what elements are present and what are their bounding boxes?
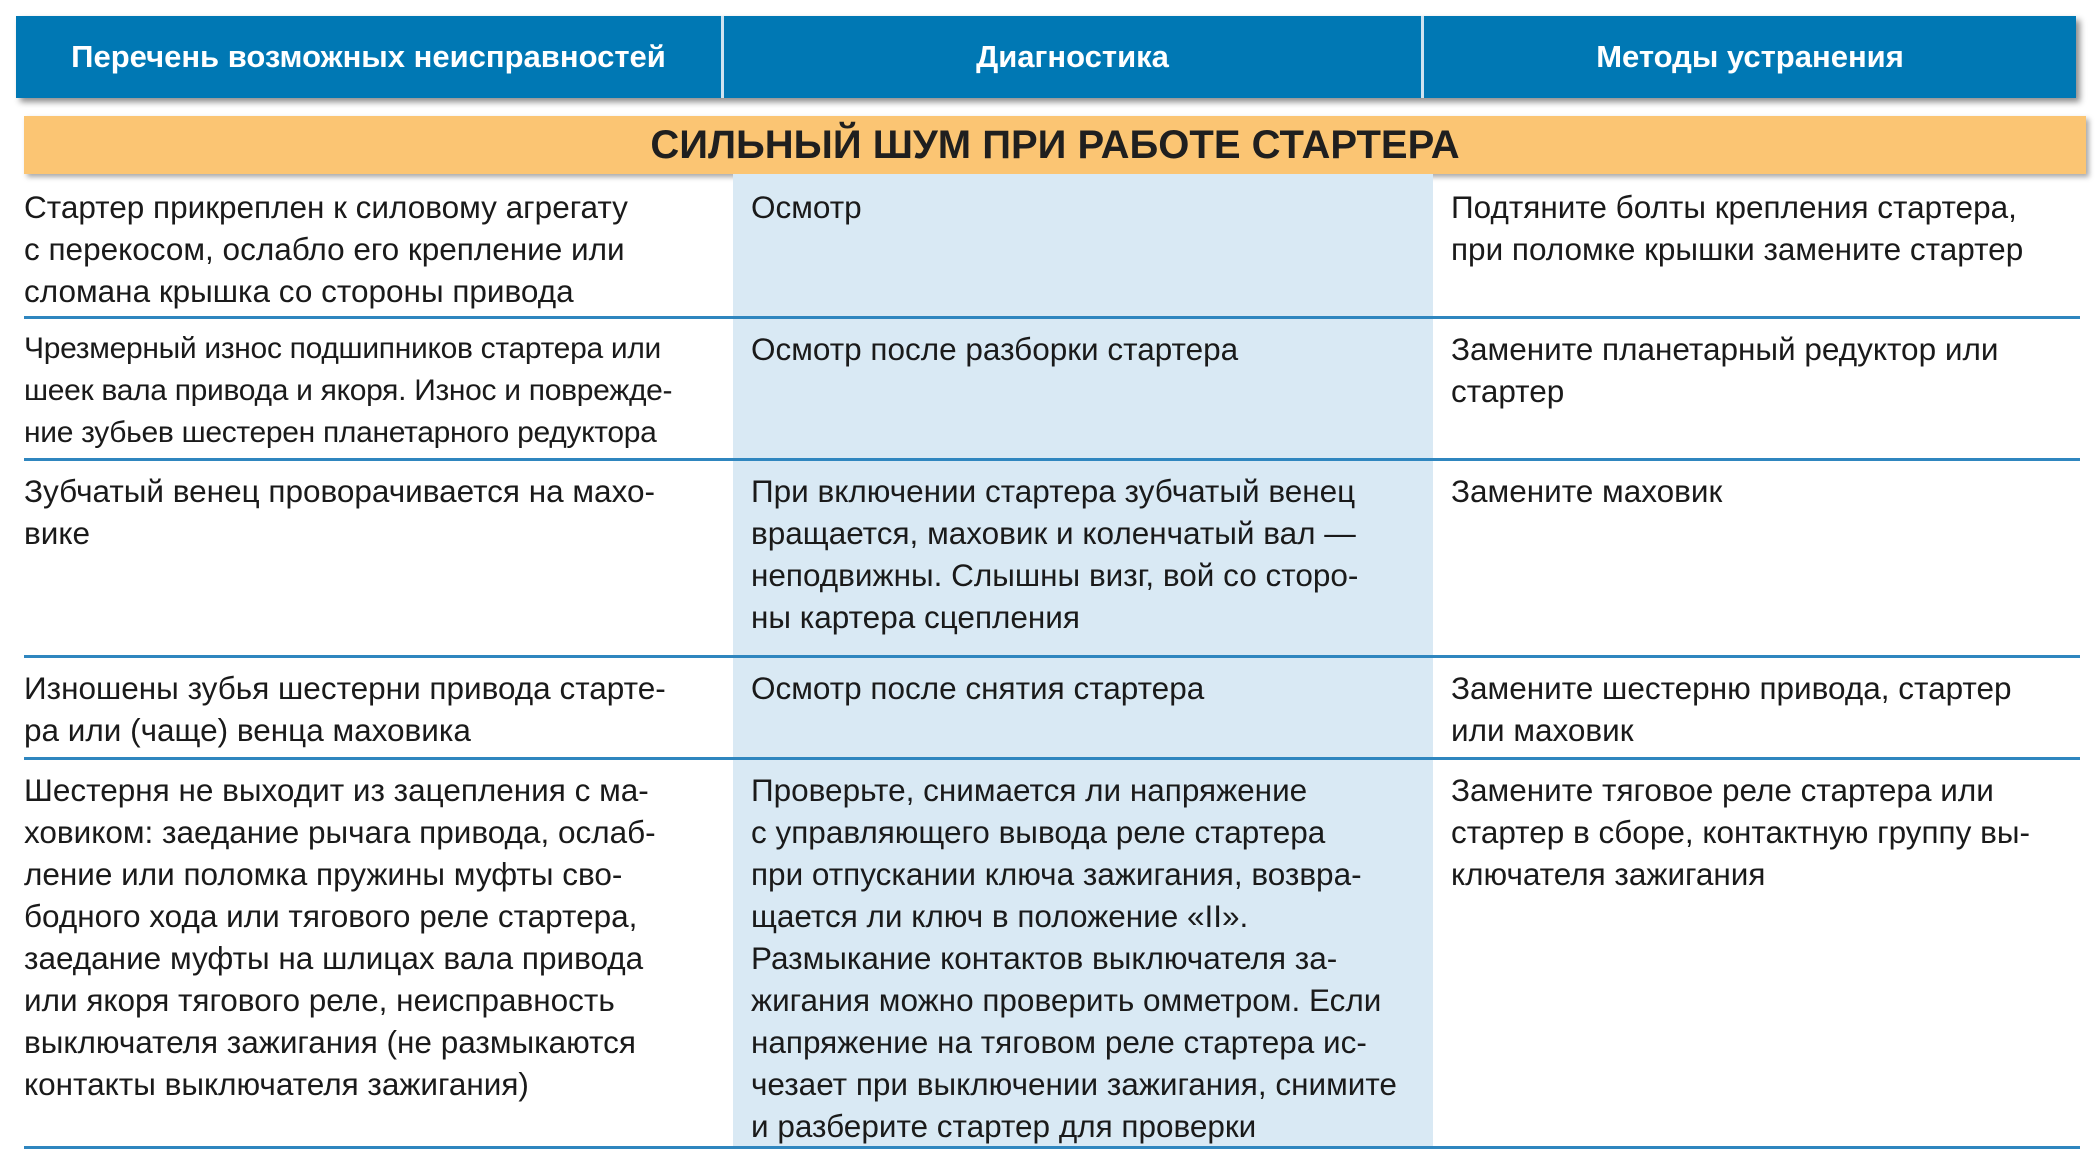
- row-3-fault: Зубчатый венец проворачивается на махо- вике: [24, 473, 655, 551]
- row-5-fault: Шестерня не выходит из зацепления с ма- ховиком: заедание рычага привода, ослаб- ление или поломка пружины муфты сво- бодного хода или тягового реле стартера, заедание муфты на шлицах вала привода или якоря тягового реле, неисправность выключателя зажигания (не размыкаются контакты выключателя зажигания): [24, 772, 656, 1102]
- row-1-diagnosis: Осмотр: [751, 189, 862, 225]
- row-3-diagnosis: При включении стартера зубчатый венец вращается, маховик и коленчатый вал — неподвижны. Слышны визг, вой со сторо- ны картера сцепления: [751, 473, 1359, 635]
- row-2-remedy: Замените планетарный редуктор или стартер: [1451, 331, 1999, 409]
- row-divider: [24, 1146, 2080, 1149]
- row-divider: [24, 757, 2080, 760]
- row-2-fault: Чрезмерный износ подшипников стартера или шеек вала привода и якоря. Износ и поврежде- ние зубьев шестерен планетарного редуктора: [24, 332, 673, 449]
- row-4-remedy: Замените шестерню привода, стартер или маховик: [1451, 670, 2012, 748]
- row-divider: [24, 316, 2080, 319]
- header-diagnosis: Диагностика: [724, 16, 1424, 98]
- row-1-remedy: Подтяните болты крепления стартера, при поломке крышки замените стартер: [1451, 189, 2024, 267]
- row-2-diagnosis: Осмотр после разборки стартера: [751, 331, 1239, 367]
- header-remedies: Методы устранения: [1596, 39, 1904, 74]
- row-5-remedy: Замените тяговое реле стартера или стартер в сборе, контактную группу вы- ключателя зажигания: [1451, 772, 2030, 892]
- row-5-diagnosis: Проверьте, снимается ли напряжение с управляющего вывода реле стартера при отпускании ключа зажигания, возвра- щается ли ключ в положение «II». Размыкание контактов выключателя за- жигания можно проверить омметром. Если напряжение на тяговом реле стартера ис- чезает при выключении зажигания, снимите и разберите стартер для проверки: [751, 772, 1397, 1144]
- row-1-fault: Стартер прикреплен к силовому агрегату с перекосом, ослабло его крепление или сломана крышка со стороны привода: [24, 189, 628, 309]
- header-faults: Перечень возможных неисправностей: [16, 16, 724, 98]
- row-4-fault: Изношены зубья шестерни привода старте- ра или (чаще) венца маховика: [24, 670, 666, 748]
- section-title: СИЛЬНЫЙ ШУМ ПРИ РАБОТЕ СТАРТЕРА: [24, 116, 2086, 174]
- row-divider: [24, 655, 2080, 658]
- row-divider: [24, 458, 2080, 461]
- row-3-remedy: Замените маховик: [1451, 473, 1723, 509]
- row-4-diagnosis: Осмотр после снятия стартера: [751, 670, 1205, 706]
- table-header: [16, 16, 2076, 98]
